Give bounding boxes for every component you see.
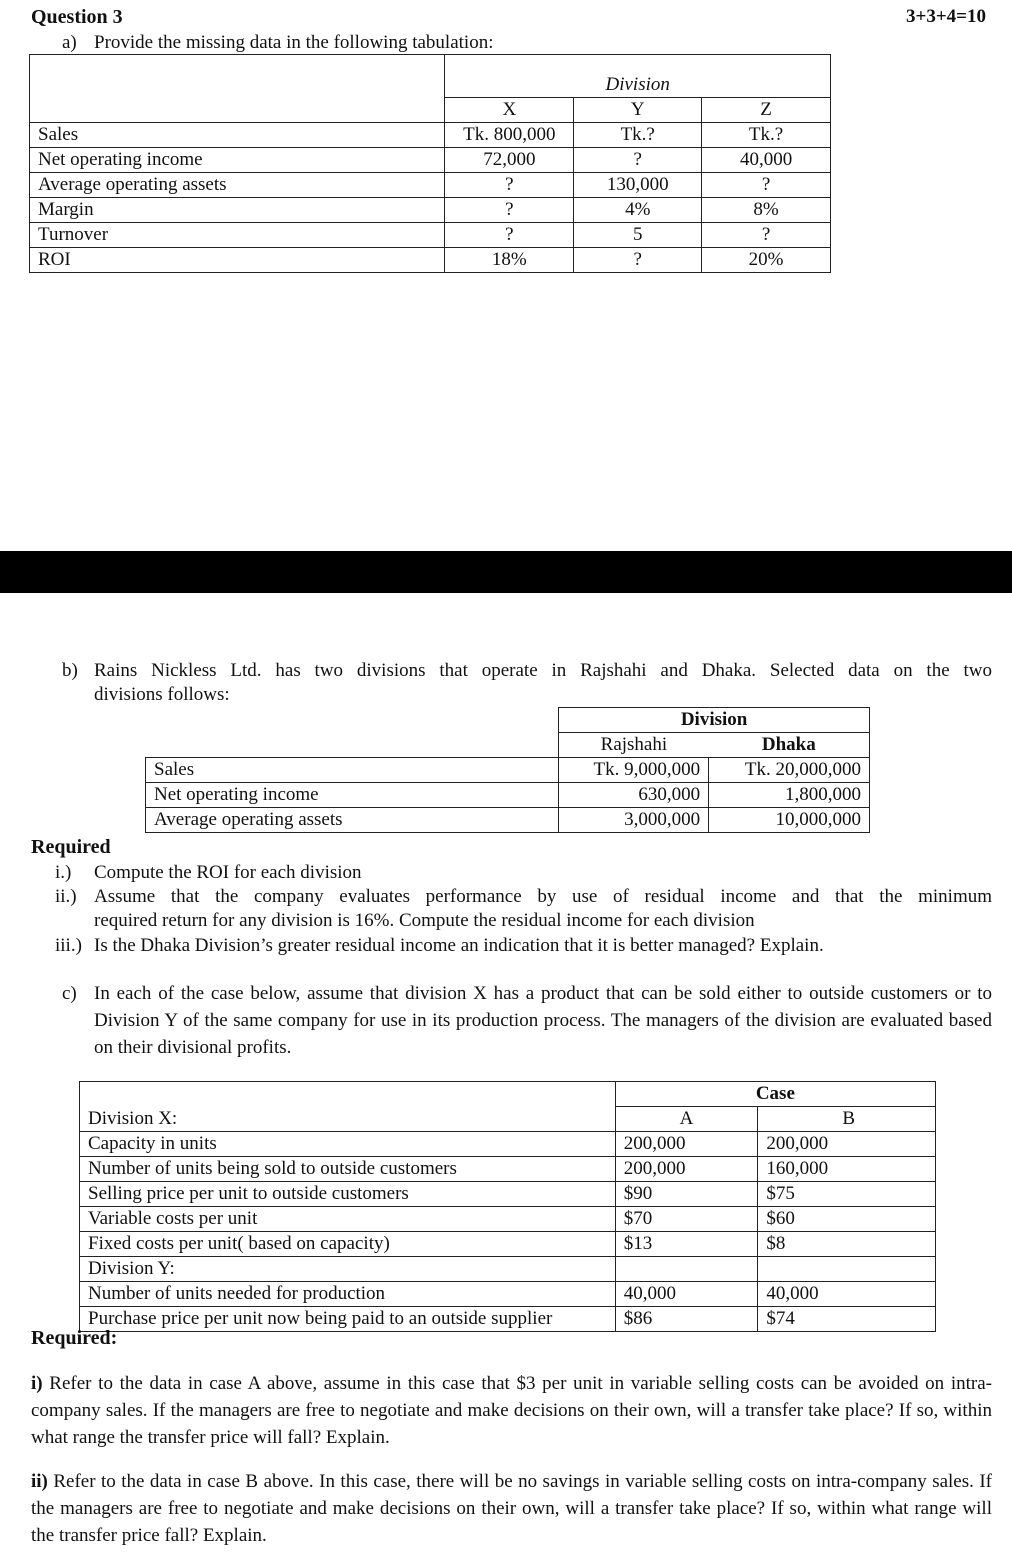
cell-value: ? [574, 248, 702, 273]
part-b-label: b) [62, 660, 78, 681]
part-b-item-text-continued: required return for any division is 16%. Compute the residual income for each division [94, 910, 755, 931]
cell-value: $75 [758, 1182, 936, 1207]
row-label: Number of units being sold to outside customers [80, 1157, 616, 1182]
row-label: Capacity in units [80, 1132, 616, 1157]
cell-value: 40,000 [702, 148, 831, 173]
row-label: Variable costs per unit [80, 1207, 616, 1232]
cell-value: 630,000 [559, 783, 709, 808]
row-label: Net operating income [146, 783, 559, 808]
table-row [30, 123, 831, 148]
part-c-question-num: i) [31, 1373, 43, 1394]
cell-value: 20% [702, 248, 831, 273]
part-c-question-i [31, 1370, 992, 1451]
cell-value: ? [574, 148, 702, 173]
table-row [30, 248, 831, 273]
row-label: Sales [146, 758, 559, 783]
part-c-corner-cell [80, 1082, 616, 1107]
row-label: Sales [30, 123, 445, 148]
question-title: Question 3 [31, 6, 123, 28]
cell-value [758, 1257, 936, 1282]
part-b-required-label: Required [31, 836, 111, 858]
part-c-intro: In each of the case below, assume that division X has a product that can be sold either to outside customers or to Division Y of the same company for use in its production process. The managers of the division are evaluated based on their divisional profits. [94, 983, 992, 1058]
table-row [30, 223, 831, 248]
part-a-group-header: Division [445, 55, 831, 98]
part-b-item-num: iii.) [55, 935, 82, 956]
table-row [146, 808, 870, 833]
cell-value: Tk.? [702, 123, 831, 148]
row-label: Average operating assets [30, 173, 445, 198]
part-a-table [29, 54, 831, 273]
part-a-corner-cell [30, 55, 445, 123]
table-row [30, 148, 831, 173]
row-label: Margin [30, 198, 445, 223]
part-b-item-num: ii.) [55, 886, 77, 907]
part-c-question-text: Refer to the data in case B above. In this case, there will be no savings in variable selling costs on intra-company sales. If the managers are free to negotiate and make decisions on their own, will a transfer take place? If so, within what range will the transfer price fall? Explain. [31, 1471, 993, 1546]
row-label: Net operating income [30, 148, 445, 173]
cell-value: ? [445, 223, 574, 248]
cell-value: ? [445, 173, 574, 198]
part-b-item-text: Is the Dhaka Division’s greater residual income an indication that it is better managed? Explain. [94, 935, 824, 956]
part-c-question-num: ii) [31, 1471, 48, 1492]
redaction-bar [0, 551, 1012, 593]
cell-value: 3,000,000 [559, 808, 709, 833]
part-c-required-label: Required: [31, 1327, 118, 1349]
cell-value: 200,000 [758, 1132, 936, 1157]
cell-value: Tk. 9,000,000 [559, 758, 709, 783]
part-a-label: a) [62, 32, 77, 53]
part-c-label: c) [62, 983, 77, 1004]
cell-value: 130,000 [574, 173, 702, 198]
part-b-col-header: Rajshahi [559, 733, 709, 758]
cell-value: $86 [615, 1307, 758, 1332]
part-c-group-header: Case [615, 1082, 935, 1107]
table-row [80, 1157, 936, 1182]
cell-value: 10,000,000 [709, 808, 870, 833]
table-row [30, 198, 831, 223]
cell-value: 1,800,000 [709, 783, 870, 808]
table-row [80, 1232, 936, 1257]
row-label: Average operating assets [146, 808, 559, 833]
cell-value: ? [445, 198, 574, 223]
cell-value: ? [702, 223, 831, 248]
table-row [80, 1207, 936, 1232]
cell-value: 160,000 [758, 1157, 936, 1182]
table-row [80, 1282, 936, 1307]
part-c-question-ii [31, 1468, 992, 1549]
row-label: Fixed costs per unit( based on capacity) [80, 1232, 616, 1257]
cell-value [615, 1257, 758, 1282]
part-b-item-text: Assume that the company evaluates performance by use of residual income and that the minimum [94, 886, 992, 907]
part-a-prompt: Provide the missing data in the following tabulation: [94, 32, 494, 53]
cell-value: 200,000 [615, 1132, 758, 1157]
cell-value: 200,000 [615, 1157, 758, 1182]
cell-value: $60 [758, 1207, 936, 1232]
part-b-item-text: Compute the ROI for each division [94, 862, 362, 883]
table-row [30, 173, 831, 198]
cell-value: $13 [615, 1232, 758, 1257]
part-b-col-header: Dhaka [709, 733, 870, 758]
table-row [80, 1107, 936, 1132]
row-label: Division Y: [80, 1257, 616, 1282]
cell-value: 18% [445, 248, 574, 273]
cell-value: ? [702, 173, 831, 198]
table-row [80, 1182, 936, 1207]
cell-value: $74 [758, 1307, 936, 1332]
cell-value: 4% [574, 198, 702, 223]
cell-value: $70 [615, 1207, 758, 1232]
part-c-col-header: A [615, 1107, 758, 1132]
part-a-col-header: Z [702, 98, 831, 123]
question-marks: 3+3+4=10 [906, 6, 986, 27]
part-b-intro-line2: divisions follows: [94, 684, 230, 705]
part-b-item-num: i.) [55, 862, 72, 883]
part-b-table [145, 707, 870, 833]
part-c-col-header: B [758, 1107, 936, 1132]
part-a-col-header: Y [574, 98, 702, 123]
part-c-question-text: Refer to the data in case A above, assume in this case that $3 per unit in variable selling costs can be avoided on intra-company sales. If the managers are free to negotiate and make decisions on their own, will a transfer take place? If so, within what range the transfer price will fall? Explain. [31, 1373, 992, 1448]
row-label: Purchase price per unit now being paid to an outside supplier [80, 1307, 616, 1332]
row-label: Turnover [30, 223, 445, 248]
table-row [80, 1257, 936, 1282]
cell-value: 8% [702, 198, 831, 223]
table-row [80, 1307, 936, 1332]
cell-value: $90 [615, 1182, 758, 1207]
table-row [146, 758, 870, 783]
row-label: Number of units needed for production [80, 1282, 616, 1307]
cell-value: Tk. 800,000 [445, 123, 574, 148]
row-label: Division X: [80, 1107, 616, 1132]
part-b-group-header: Division [559, 708, 870, 733]
table-row [146, 783, 870, 808]
cell-value: Tk.? [574, 123, 702, 148]
part-c-table [79, 1081, 936, 1332]
cell-value: 72,000 [445, 148, 574, 173]
row-label: Selling price per unit to outside customers [80, 1182, 616, 1207]
part-b-intro-line1: Rains Nickless Ltd. has two divisions that operate in Rajshahi and Dhaka. Selected data on the two [94, 660, 992, 681]
table-row [80, 1132, 936, 1157]
cell-value: 5 [574, 223, 702, 248]
cell-value: $8 [758, 1232, 936, 1257]
cell-value: Tk. 20,000,000 [709, 758, 870, 783]
row-label: ROI [30, 248, 445, 273]
part-b-corner-cell [146, 708, 559, 758]
cell-value: 40,000 [615, 1282, 758, 1307]
cell-value: 40,000 [758, 1282, 936, 1307]
part-a-col-header: X [445, 98, 574, 123]
